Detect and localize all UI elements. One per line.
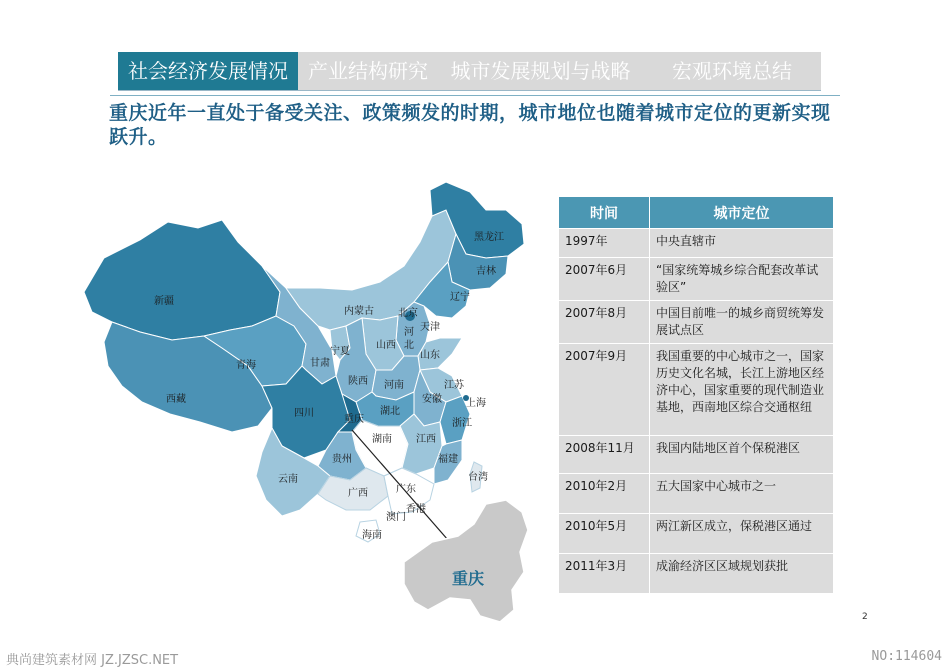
table-row (559, 436, 834, 474)
table-cell-time: 2011年3月 (559, 554, 650, 594)
table-header-time: 时间 (559, 197, 650, 229)
label-qinghai: 青海 (236, 360, 256, 371)
label-hebei-1: 河 (404, 327, 414, 338)
label-taiwan: 台湾 (468, 472, 488, 483)
label-hubei: 湖北 (380, 406, 400, 417)
table-header-row (559, 197, 834, 229)
label-beijing: 北京 (398, 308, 418, 319)
label-jiangxi: 江西 (416, 434, 436, 445)
tab-social-economy[interactable]: 社会经济发展情况 (118, 52, 298, 90)
tab-urban-planning[interactable]: 城市发展规划与战略 (450, 59, 631, 83)
table-cell-desc: 我国内陆地区首个保税港区 (650, 436, 834, 474)
label-neimenggu: 内蒙古 (344, 306, 374, 317)
label-guangxi: 广西 (348, 488, 368, 499)
label-xianggang: 香港 (406, 504, 426, 515)
label-liaoning: 辽宁 (450, 292, 470, 303)
table-cell-desc: 中央直辖市 (650, 229, 834, 258)
label-sichuan: 四川 (294, 408, 314, 419)
page-headline: 重庆近年一直处于备受关注、政策频发的时期，城市地位也随着城市定位的更新实现跃升。 (109, 102, 831, 148)
chongqing-enlarged-shape (404, 500, 528, 622)
label-xinjiang: 新疆 (154, 296, 174, 307)
table-cell-desc: “国家统筹城乡综合配套改革试验区” (650, 258, 834, 301)
label-gansu: 甘肃 (310, 358, 330, 369)
section-tab-bar (118, 52, 821, 91)
table-cell-time: 2008年11月 (559, 436, 650, 474)
label-shanghai: 上海 (466, 398, 486, 409)
chongqing-callout-label: 重庆 (452, 569, 485, 588)
label-aomen: 澳门 (386, 512, 406, 523)
label-guizhou: 贵州 (332, 454, 352, 465)
label-heilongjiang: 黑龙江 (474, 232, 504, 243)
footer-watermark-right: NO:114604 (871, 649, 942, 664)
table-cell-desc: 成渝经济区区域规划获批 (650, 554, 834, 594)
table-cell-time: 2010年2月 (559, 474, 650, 514)
label-hunan: 湖南 (372, 434, 392, 445)
table-cell-time: 1997年 (559, 229, 650, 258)
label-fujian: 福建 (438, 454, 458, 465)
footer-watermark-left: 典尚建筑素材网 JZ.JZSC.NET (6, 653, 179, 668)
label-ningxia: 宁夏 (330, 346, 350, 357)
header-divider (110, 95, 840, 96)
table-cell-desc: 中国目前唯一的城乡商贸统筹发展试点区 (650, 301, 834, 344)
label-jilin: 吉林 (476, 266, 496, 277)
label-chongqing: 重庆 (344, 414, 364, 425)
table-row (559, 229, 834, 258)
table-cell-desc: 五大国家中心城市之一 (650, 474, 834, 514)
table-cell-time: 2007年9月 (559, 344, 650, 436)
table-row (559, 258, 834, 301)
label-guangdong: 广东 (396, 484, 416, 495)
label-hainan: 海南 (362, 530, 382, 541)
label-shaanxi: 陕西 (348, 376, 368, 387)
page-number: 2 (862, 612, 868, 622)
label-jiangsu: 江苏 (444, 380, 464, 391)
label-yunnan: 云南 (278, 474, 298, 485)
label-zhejiang: 浙江 (452, 418, 472, 429)
label-shandong: 山东 (420, 350, 440, 361)
table-header-positioning: 城市定位 (650, 197, 834, 229)
table-cell-time: 2010年5月 (559, 514, 650, 554)
table-row (559, 344, 834, 436)
table-row (559, 554, 834, 594)
label-tianjin: 天津 (420, 322, 440, 333)
tab-macro-summary[interactable]: 宏观环境总结 (672, 59, 792, 83)
label-xizang: 西藏 (166, 394, 186, 405)
table-row (559, 301, 834, 344)
table-row (559, 514, 834, 554)
table-cell-desc: 两江新区成立，保税港区通过 (650, 514, 834, 554)
tab-industry-structure[interactable]: 产业结构研究 (308, 59, 428, 83)
table-cell-desc: 我国重要的中心城市之一，国家历史文化名城，长江上游地区经济中心，国家重要的现代制造业基地，西南地区综合交通枢纽 (650, 344, 834, 436)
table-row (559, 474, 834, 514)
city-positioning-table (558, 196, 834, 594)
label-shanxi: 山西 (376, 340, 396, 351)
label-hebei-2: 北 (404, 340, 414, 351)
label-anhui: 安徽 (422, 394, 442, 405)
label-henan: 河南 (384, 380, 404, 391)
table-cell-time: 2007年8月 (559, 301, 650, 344)
china-map (0, 170, 560, 630)
table-cell-time: 2007年6月 (559, 258, 650, 301)
china-map-svg (0, 170, 560, 630)
